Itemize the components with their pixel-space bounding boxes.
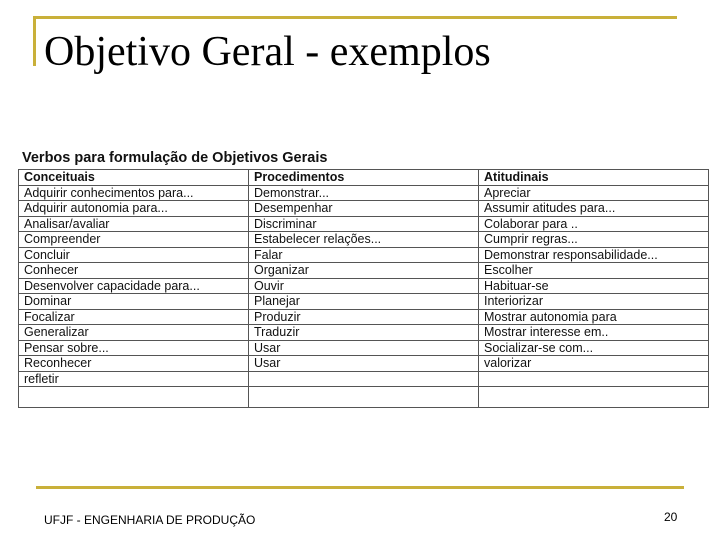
table-cell: Socializar-se com... <box>479 340 709 356</box>
table-row <box>19 387 709 408</box>
table-row <box>19 185 709 201</box>
table-cell: Adquirir autonomia para... <box>19 201 249 217</box>
table-cell: Organizar <box>249 263 479 279</box>
footer-text: UFJF - ENGENHARIA DE PRODUÇÃO <box>44 513 256 527</box>
slide-title: Objetivo Geral - exemplos <box>44 29 491 75</box>
table-row <box>19 340 709 356</box>
table-cell: Produzir <box>249 309 479 325</box>
table-cell: Interiorizar <box>479 294 709 310</box>
table-header-row <box>19 170 709 186</box>
table-cell: Colaborar para .. <box>479 216 709 232</box>
footer-rule <box>36 486 684 489</box>
table-cell: Compreender <box>19 232 249 248</box>
table-cell: Escolher <box>479 263 709 279</box>
table-cell: Falar <box>249 247 479 263</box>
table-row <box>19 278 709 294</box>
table-cell: Mostrar interesse em.. <box>479 325 709 341</box>
table-cell <box>479 371 709 387</box>
table-cell: Desempenhar <box>249 201 479 217</box>
table-row <box>19 356 709 372</box>
table-cell: valorizar <box>479 356 709 372</box>
table-cell: Mostrar autonomia para <box>479 309 709 325</box>
table-cell: Conhecer <box>19 263 249 279</box>
table-cell: Usar <box>249 356 479 372</box>
header-atitudinais: Atitudinais <box>479 170 709 186</box>
header-procedimentos: Procedimentos <box>249 170 479 186</box>
table-cell: Analisar/avaliar <box>19 216 249 232</box>
table-cell: Cumprir regras... <box>479 232 709 248</box>
table-cell <box>249 387 479 408</box>
table-cell: Desenvolver capacidade para... <box>19 278 249 294</box>
table-row <box>19 309 709 325</box>
table-row <box>19 294 709 310</box>
table-row <box>19 232 709 248</box>
table-cell: Usar <box>249 340 479 356</box>
table-row <box>19 247 709 263</box>
table-row <box>19 201 709 217</box>
table-row <box>19 325 709 341</box>
table-row <box>19 371 709 387</box>
table-cell: Discriminar <box>249 216 479 232</box>
table-caption: Verbos para formulação de Objetivos Gerais <box>22 150 328 166</box>
table-row <box>19 263 709 279</box>
table-cell: Habituar-se <box>479 278 709 294</box>
page-number: 20 <box>664 510 678 524</box>
table-cell <box>249 371 479 387</box>
table-cell: Dominar <box>19 294 249 310</box>
table-cell: Estabelecer relações... <box>249 232 479 248</box>
table-cell: Apreciar <box>479 185 709 201</box>
table-cell: Focalizar <box>19 309 249 325</box>
table-cell: Pensar sobre... <box>19 340 249 356</box>
table-cell: Generalizar <box>19 325 249 341</box>
title-left-rule <box>33 16 36 66</box>
header-conceituais: Conceituais <box>19 170 249 186</box>
table-cell: Traduzir <box>249 325 479 341</box>
table-cell: Planejar <box>249 294 479 310</box>
table-cell <box>479 387 709 408</box>
table-cell: Demonstrar responsabilidade... <box>479 247 709 263</box>
table-cell <box>19 387 249 408</box>
table-cell: Ouvir <box>249 278 479 294</box>
verbs-table <box>18 169 709 408</box>
table-row <box>19 216 709 232</box>
table-cell: refletir <box>19 371 249 387</box>
table-cell: Reconhecer <box>19 356 249 372</box>
table-cell: Demonstrar... <box>249 185 479 201</box>
title-top-rule <box>33 16 677 19</box>
table-cell: Assumir atitudes para... <box>479 201 709 217</box>
table-cell: Adquirir conhecimentos para... <box>19 185 249 201</box>
table-cell: Concluir <box>19 247 249 263</box>
